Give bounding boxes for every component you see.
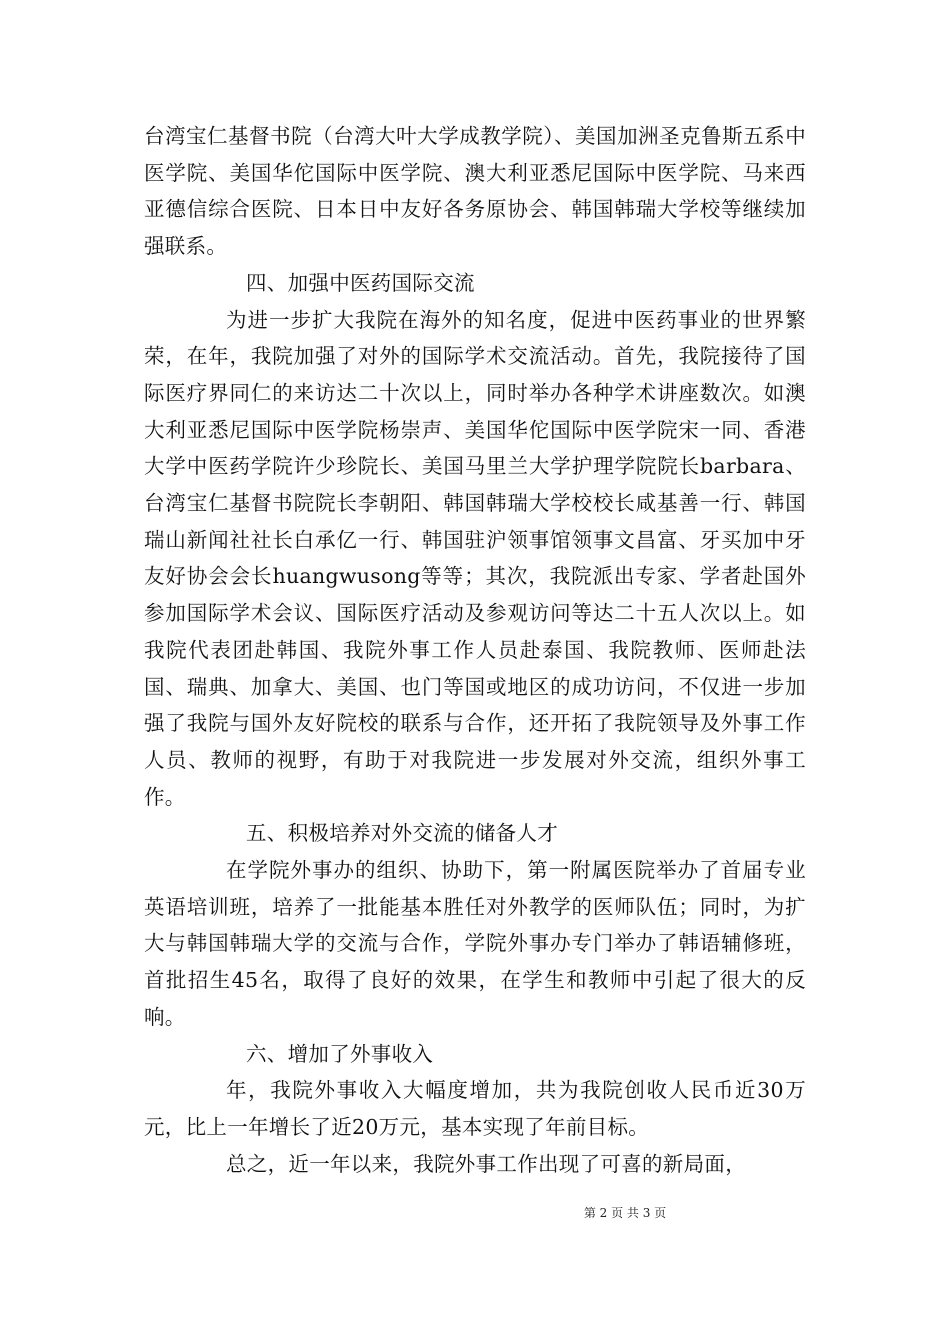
page-number-footer: 第 2 页 共 3 页 <box>583 1206 667 1220</box>
paragraph-income: 年，我院外事收入大幅度增加，共为我院创收人民币近30万元，比上一年增长了近20万元，基本实现了年前目标。 <box>144 1078 806 1139</box>
paragraph-international-exchange: 为进一步扩大我院在海外的知名度，促进中医药事业的世界繁荣，在年，我院加强了对外的国际学术交流活动。首先，我院接待了国际医疗界同仁的来访达二十次以上，同时举办各种学术讲座数次。如澳大利亚悉尼国际中医学院杨崇声、美国华佗国际中医学院宋一同、香港大学中医药学院许少珍院长、美国马里兰大学护理学院院长barbara、台湾宝仁基督书院院长李朝阳、韩国韩瑞大学校校长咸基善一行、韩国瑞山新闻社社长白承亿一行、韩国驻沪领事馆领事文昌富、牙买加中牙友好协会会长huangwusong等等；其次，我院派出专家、学者赴国外参加国际学术会议、国际医疗活动及参观访问等达二十五人次以上。如我院代表团赴韩国、我院外事工作人员赴泰国、我院教师、医师赴法国、瑞典、加拿大、美国、也门等国或地区的成功访问，不仅进一步加强了我院与国外友好院校的联系与合作，还开拓了我院领导及外事工作人员、教师的视野，有助于对我院进一步发展对外交流，组织外事工作。 <box>144 307 806 809</box>
paragraph-partners: 台湾宝仁基督书院（台湾大叶大学成教学院）、美国加洲圣克鲁斯五系中医学院、美国华佗国际中医学院、澳大利亚悉尼国际中医学院、马来西亚德信综合医院、日本日中友好各务原协会、韩国韩瑞大学校等继续加强联系。 <box>144 124 806 259</box>
section-heading-five: 五、积极培养对外交流的储备人才 <box>246 821 558 846</box>
paragraph-talent-training: 在学院外事办的组织、协助下，第一附属医院举办了首届专业英语培训班，培养了一批能基本胜任对外教学的医师队伍；同时，为扩大与韩国韩瑞大学的交流与合作，学院外事办专门举办了韩语辅修班，首批招生45名，取得了良好的效果，在学生和教师中引起了很大的反响。 <box>144 858 806 1029</box>
section-heading-four: 四、加强中医药国际交流 <box>246 270 475 295</box>
document-body <box>144 118 806 1182</box>
paragraph-summary: 总之，近一年以来，我院外事工作出现了可喜的新局面， <box>226 1151 746 1176</box>
section-heading-six: 六、增加了外事收入 <box>246 1041 434 1066</box>
